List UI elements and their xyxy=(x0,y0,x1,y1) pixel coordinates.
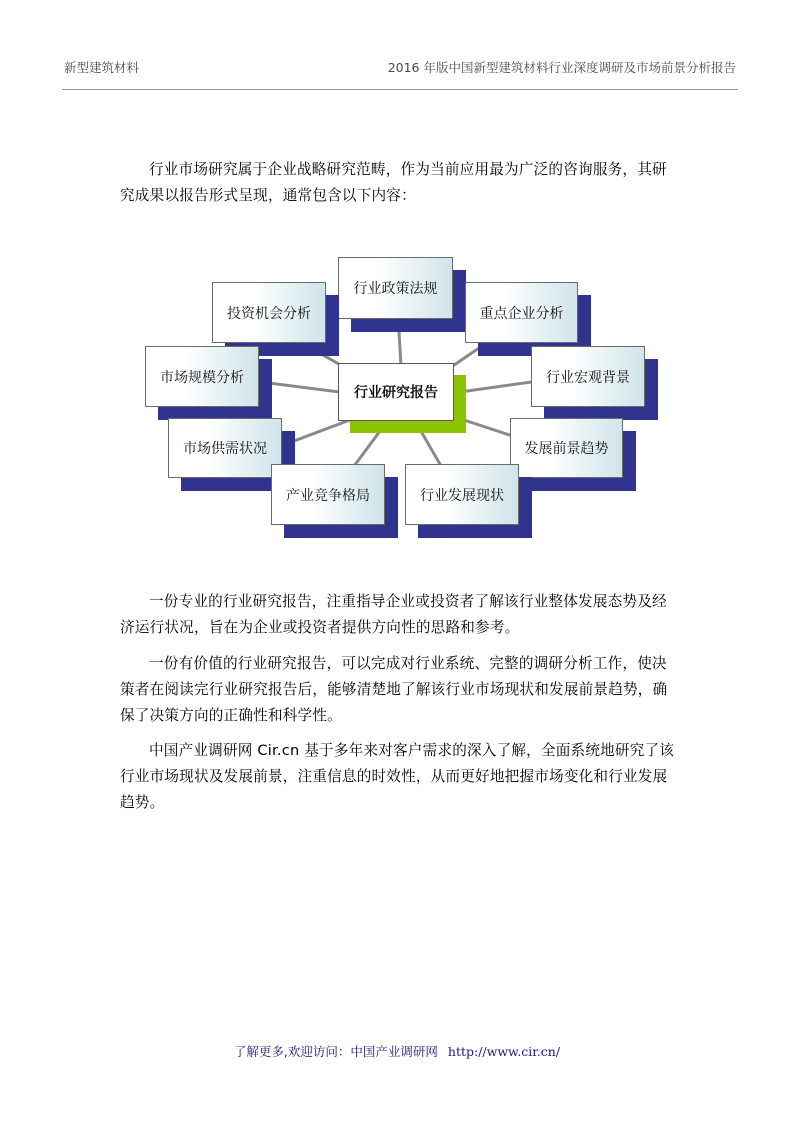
paragraph-valuable: 一份有价值的行业研究报告，可以完成对行业系统、完整的调研分析工作，使决策者在阅读完行业研究报告后，能够清楚地了解该行业市场现状和发展前景趋势，确保了决策方向的正确性和科学性。 xyxy=(120,655,668,724)
node-development-label: 行业发展现状 xyxy=(405,464,519,525)
intro-paragraph: 行业市场研究属于企业战略研究范畴，作为当前应用最为广泛的咨询服务，其研究成果以报告形式呈现，通常包含以下内容： xyxy=(120,161,667,204)
node-market-size-label: 市场规模分析 xyxy=(145,346,259,407)
footer-link[interactable]: http://www.cir.cn/ xyxy=(447,1044,561,1059)
footer xyxy=(0,1042,794,1060)
node-prospect xyxy=(510,418,623,478)
paragraph-professional: 一份专业的行业研究报告，注重指导企业或投资者了解该行业整体发展态势及经济运行状况，旨在为企业或投资者提供方向性的思路和参考。 xyxy=(120,593,667,636)
node-macro xyxy=(531,346,645,407)
node-policy-label: 行业政策法规 xyxy=(338,257,453,319)
header-left: 新型建筑材料 xyxy=(64,60,140,75)
node-macro-label: 行业宏观背景 xyxy=(531,346,645,407)
paragraph-cir: 中国产业调研网 Cir.cn 基于多年来对客户需求的深入了解，全面系统地研究了该行业市场现状及发展前景，注重信息的时效性，从而更好地把握市场变化和行业发展趋势。 xyxy=(120,742,675,811)
node-policy xyxy=(338,257,453,319)
node-prospect-label: 发展前景趋势 xyxy=(510,418,623,478)
node-competition xyxy=(271,464,385,525)
header-rule xyxy=(62,89,738,90)
node-competition-label: 产业竞争格局 xyxy=(271,464,385,525)
footer-text: 了解更多,欢迎访问：中国产业调研网 xyxy=(233,1044,438,1059)
node-investment-label: 投资机会分析 xyxy=(212,282,326,343)
node-supply-demand xyxy=(168,418,282,478)
node-center-label: 行业研究报告 xyxy=(338,363,454,421)
header-right: 2016 年版中国新型建筑材料行业深度调研及市场前景分析报告 xyxy=(387,60,736,75)
node-key-enterprise-label: 重点企业分析 xyxy=(465,282,578,343)
node-key-enterprise xyxy=(465,282,578,343)
node-supply-demand-label: 市场供需状况 xyxy=(168,418,282,478)
node-investment xyxy=(212,282,326,343)
report-diagram xyxy=(140,250,665,540)
node-development xyxy=(405,464,519,525)
node-market-size xyxy=(145,346,259,407)
node-center xyxy=(338,363,454,421)
